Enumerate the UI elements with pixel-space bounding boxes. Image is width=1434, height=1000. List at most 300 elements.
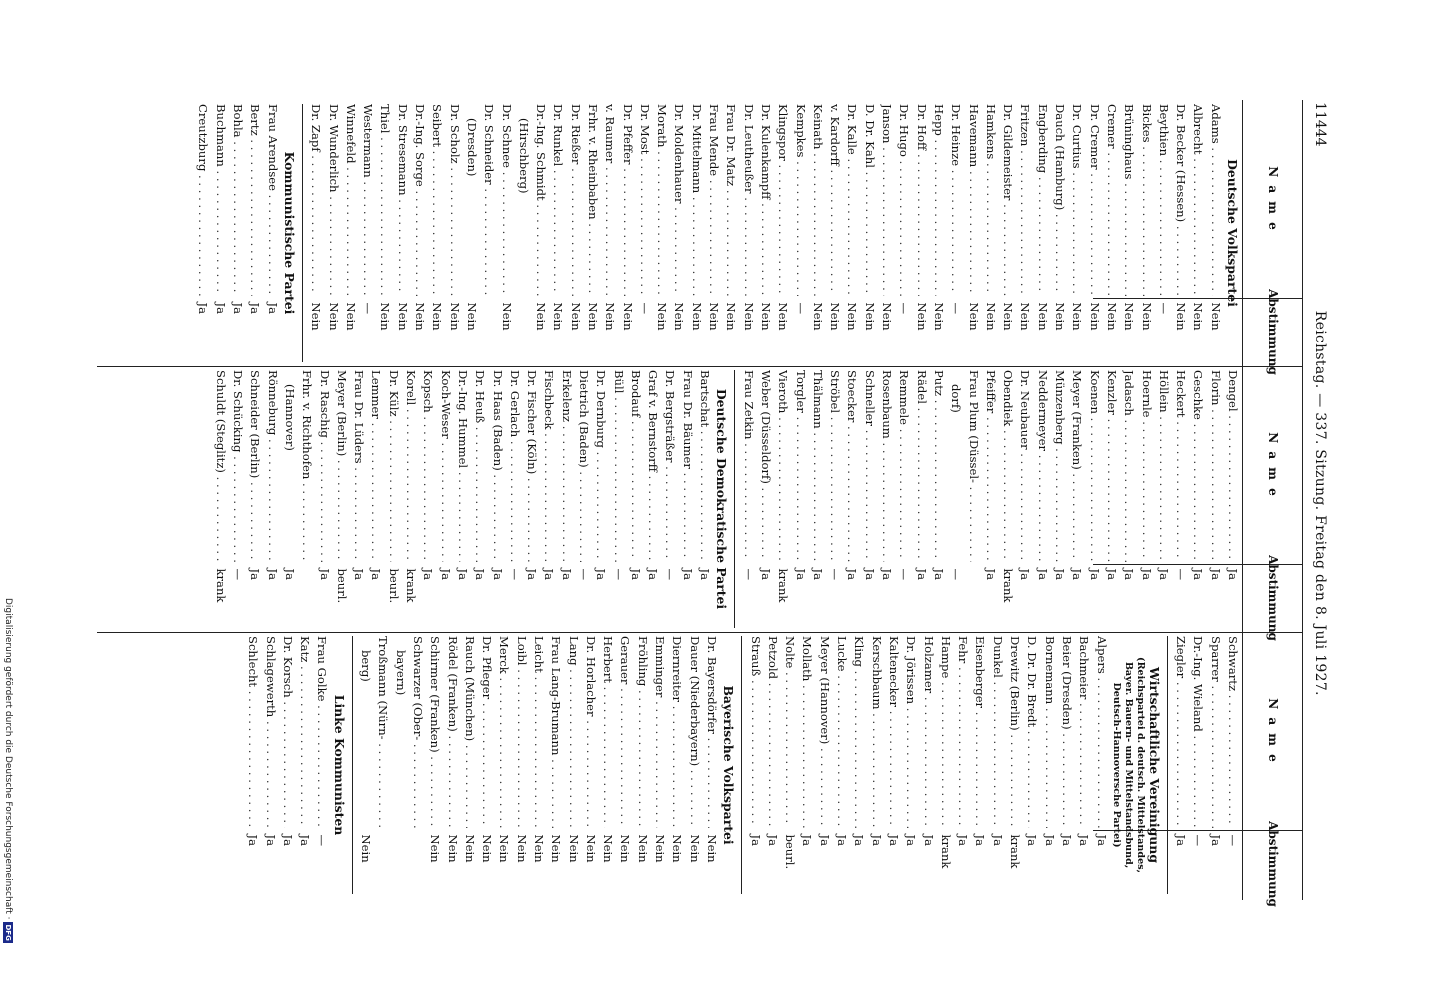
member-name: (Dresden) xyxy=(464,118,479,177)
member-name: bayern) xyxy=(393,650,408,696)
vote-value: Ja xyxy=(973,834,988,847)
vote-value: — xyxy=(793,302,808,315)
member-vote-row xyxy=(463,104,480,362)
member-name: Dr. Schücking . . . xyxy=(229,370,246,562)
member-name: Dr. Horlacher . . . xyxy=(582,636,599,828)
member-vote-row xyxy=(1051,370,1068,628)
vote-value: Ja xyxy=(921,834,936,847)
member-vote-row xyxy=(1224,370,1241,628)
member-name: Frau Dr. Lüders . . . xyxy=(350,370,367,562)
vote-value: Ja xyxy=(931,568,946,581)
vote-value: Ja xyxy=(1208,834,1223,847)
member-vote-row xyxy=(512,636,529,894)
member-vote-row xyxy=(860,370,877,628)
member-name: Sparrer . . . xyxy=(1206,636,1223,828)
member-vote-row xyxy=(1051,104,1068,362)
member-vote-row xyxy=(809,370,826,628)
member-name: Beier (Dresden) . . . xyxy=(1058,636,1075,828)
member-vote-row xyxy=(653,104,670,362)
member-vote-row xyxy=(592,370,609,628)
member-vote-row xyxy=(739,370,756,628)
party-heading: Wirtschaftliche Vereinigung xyxy=(1146,667,1162,863)
member-vote-row xyxy=(670,104,687,362)
vote-value: Nein xyxy=(499,302,514,331)
member-vote-row xyxy=(685,636,702,894)
member-name: Frau Dr. Matz . . . xyxy=(722,104,739,296)
member-name: Leicht . . . xyxy=(530,636,547,828)
party-heading: Bayerische Volkspartei xyxy=(721,685,737,845)
vote-value: Ja xyxy=(1122,568,1137,581)
vote-value: Nein xyxy=(343,302,358,331)
member-vote-row xyxy=(263,104,280,362)
vote-value: Nein xyxy=(514,834,529,863)
vote-value: Ja xyxy=(248,568,263,581)
vote-value: Nein xyxy=(532,834,547,863)
member-vote-row xyxy=(1172,370,1189,628)
member-name: Geschke . . . xyxy=(1189,370,1206,562)
member-name: Dunkel . . . xyxy=(988,636,1005,828)
vote-value: Ja xyxy=(852,834,867,847)
member-vote-row xyxy=(912,370,929,628)
vote-value: Nein xyxy=(672,302,687,331)
vote-value: Nein xyxy=(931,302,946,331)
member-vote-row xyxy=(895,370,912,628)
member-vote-row xyxy=(627,370,644,628)
member-name: Dr. Hugo . . . xyxy=(895,104,912,296)
vote-value: Ja xyxy=(1053,568,1068,581)
member-name: Schuldt (Steglitz) . . . xyxy=(211,370,228,562)
member-name: Kenzler . . . xyxy=(1103,370,1120,562)
vote-value: Nein xyxy=(758,302,773,331)
vote-value: Ja xyxy=(317,568,332,581)
member-name: Ziegler . . . xyxy=(1172,636,1189,828)
member-vote-row xyxy=(1189,636,1206,894)
member-name: v. Kardorff . . . xyxy=(826,104,843,296)
vote-value: Nein xyxy=(707,302,722,331)
member-name: Hepp . . . xyxy=(930,104,947,296)
vote-value: Nein xyxy=(603,302,618,331)
vote-value: krank xyxy=(213,568,228,603)
member-name: Winnefeld . . . xyxy=(342,104,359,296)
member-name: Stoecker . . . xyxy=(843,370,860,562)
member-name: Vieroth . . . xyxy=(774,370,791,562)
member-vote-row xyxy=(478,636,495,894)
member-name: Strauß . . . xyxy=(746,636,763,828)
vote-value xyxy=(391,829,408,895)
vote-value: Nein xyxy=(413,302,428,331)
section-divider xyxy=(741,636,742,894)
member-vote-row xyxy=(1172,636,1189,894)
member-vote-row xyxy=(1103,104,1120,362)
member-vote-row xyxy=(885,636,902,894)
member-name: Hoernle . . . xyxy=(1137,370,1154,562)
vote-value: Nein xyxy=(1035,302,1050,331)
member-name: Bertz . . . xyxy=(246,104,263,296)
vote-column-2 xyxy=(211,370,1241,628)
member-vote-row xyxy=(668,636,685,894)
vote-value: Nein xyxy=(1174,302,1189,331)
member-name: Frau Zetkin . . . xyxy=(739,370,756,562)
member-vote-row xyxy=(549,104,566,362)
vote-value: Ja xyxy=(265,568,280,581)
vote-value: krank xyxy=(1008,834,1023,869)
member-name: Büll . . . xyxy=(609,370,626,562)
member-name: Dauch (Hamburg) . . . xyxy=(1051,104,1068,296)
member-vote-row xyxy=(895,104,912,362)
member-vote-row xyxy=(1120,104,1137,362)
member-name: Graf v. Bernstorff . . . xyxy=(644,370,661,562)
member-name: Hamkens . . . xyxy=(982,104,999,296)
member-vote-row xyxy=(826,104,843,362)
member-name: Frau Arendsee . . . xyxy=(263,104,280,296)
party-subtitle: (Reichspartei d. deutsch. Mittelstandes, xyxy=(1134,657,1146,873)
member-vote-row xyxy=(523,370,540,628)
member-name: Schirmer (Franken) . . . xyxy=(426,636,443,828)
member-name: Koch-Weser . . . xyxy=(436,370,453,562)
vote-value: Ja xyxy=(698,568,713,581)
vote-value: — xyxy=(663,568,678,581)
member-name: Dr.-Ing. Hummel . . . xyxy=(454,370,471,562)
member-vote-row xyxy=(971,636,988,894)
member-name: Meyer (Hannover) . . . xyxy=(815,636,832,828)
vote-value: Ja xyxy=(1191,568,1206,581)
member-name: Rödel (Franken) . . . xyxy=(443,636,460,828)
vote-value xyxy=(298,562,315,628)
member-name: Loibl . . . xyxy=(512,636,529,828)
member-name: Dr. Pfeffer . . . xyxy=(618,104,635,296)
member-vote-row xyxy=(634,636,651,894)
member-name: Havemann . . . xyxy=(964,104,981,296)
vote-value: krank xyxy=(1001,568,1016,603)
member-name: Bohla . . . xyxy=(229,104,246,296)
member-name: Janson . . . xyxy=(878,104,895,296)
member-name: Kerschbaum . . . xyxy=(867,636,884,828)
member-vote-row xyxy=(599,636,616,894)
vote-value: Ja xyxy=(369,568,384,581)
vote-value: Nein xyxy=(1087,302,1102,331)
vote-value: Ja xyxy=(1156,568,1171,581)
member-vote-row xyxy=(296,636,313,894)
member-name: Obendiek . . . xyxy=(999,370,1016,562)
member-vote-row xyxy=(246,104,263,362)
vote-value: Nein xyxy=(309,302,324,331)
member-name: Fischbeck . . . xyxy=(540,370,557,562)
member-vote-row xyxy=(902,636,919,894)
member-name: Thiel . . . xyxy=(376,104,393,296)
member-name: Dr. Scholz . . . xyxy=(445,104,462,296)
member-vote-row xyxy=(391,636,408,894)
member-vote-row xyxy=(739,104,756,362)
vote-value: Ja xyxy=(263,834,278,847)
member-name: Petzold . . . xyxy=(764,636,781,828)
member-name: Dengel . . . xyxy=(1224,370,1241,562)
vote-value: Nein xyxy=(326,302,341,331)
member-name: Weber (Düsseldorf) . . . xyxy=(757,370,774,562)
member-name: Beythien . . . xyxy=(1155,104,1172,296)
member-name: Dr. Jörissen . . . xyxy=(902,636,919,828)
member-name: Kopsch . . . xyxy=(419,370,436,562)
member-name: Seibert . . . xyxy=(428,104,445,296)
member-name: Dr. Fischer (Köln) . . . xyxy=(523,370,540,562)
member-vote-row xyxy=(1068,370,1085,628)
section-divider xyxy=(1167,636,1168,894)
member-vote-row xyxy=(1155,370,1172,628)
member-name: Dr. Haas (Baden) . . . xyxy=(488,370,505,562)
member-name: Dr.-Ing. Sorge . . . xyxy=(411,104,428,296)
member-vote-row xyxy=(1206,104,1223,362)
member-vote-row xyxy=(506,370,523,628)
member-vote-row xyxy=(1172,104,1189,362)
member-name: Gerauer . . . xyxy=(616,636,633,828)
member-name: Morath . . . xyxy=(653,104,670,296)
member-vote-row xyxy=(616,636,633,894)
member-vote-row xyxy=(211,370,228,628)
member-vote-row xyxy=(618,104,635,362)
vote-value: Ja xyxy=(956,834,971,847)
vote-value: Nein xyxy=(689,302,704,331)
member-vote-row xyxy=(428,104,445,362)
column-header-name: N a m e xyxy=(1266,432,1280,498)
vote-value: — xyxy=(1226,834,1240,847)
vote-value: Ja xyxy=(758,568,773,581)
member-vote-row xyxy=(1016,370,1033,628)
member-vote-row xyxy=(261,636,278,894)
member-vote-row xyxy=(651,636,668,894)
member-name: Holzamer . . . xyxy=(919,636,936,828)
vote-value: Ja xyxy=(1208,568,1223,581)
vote-value: Ja xyxy=(298,834,313,847)
vote-value: Ja xyxy=(1035,568,1050,581)
member-name: (Hirschberg) xyxy=(516,118,531,194)
vote-value: Nein xyxy=(914,302,929,331)
member-name: Frau Golke . . . xyxy=(313,636,330,828)
vote-value: Nein xyxy=(378,302,393,331)
member-name: Florin . . . xyxy=(1206,370,1223,562)
member-vote-row xyxy=(584,104,601,362)
member-name: Lang . . . xyxy=(564,636,581,828)
vote-value: Ja xyxy=(1174,834,1189,847)
member-name: Pfeiffer . . . xyxy=(982,370,999,562)
member-vote-row xyxy=(679,370,696,628)
vote-value: Ja xyxy=(213,302,228,315)
vote-value: Ja xyxy=(559,568,574,581)
vote-value: Ja xyxy=(1139,568,1154,581)
member-vote-row xyxy=(443,636,460,894)
member-name: Dr. Kalle . . . xyxy=(843,104,860,296)
member-vote-row xyxy=(826,370,843,628)
vote-value: — xyxy=(1156,302,1171,315)
member-vote-row xyxy=(1137,370,1154,628)
member-name: Dr. Zapf . . . xyxy=(307,104,324,296)
member-name: Creutzburg . . . xyxy=(194,104,211,296)
vote-value: — xyxy=(577,568,592,581)
member-name: Nolte . . . xyxy=(781,636,798,828)
header-rule-top xyxy=(1302,100,1303,900)
member-vote-row xyxy=(333,370,350,628)
member-vote-row xyxy=(798,636,815,894)
member-vote-row xyxy=(445,104,462,362)
member-vote-row xyxy=(791,370,808,628)
member-name: Heckert . . . xyxy=(1172,370,1189,562)
member-vote-row xyxy=(1092,636,1109,894)
vote-value: Ja xyxy=(421,568,436,581)
member-vote-row xyxy=(815,636,832,894)
vote-value: Ja xyxy=(817,834,832,847)
member-vote-row xyxy=(488,370,505,628)
member-name: Lucke . . . xyxy=(833,636,850,828)
vote-value: krank xyxy=(938,834,953,869)
member-name: Cremer . . . xyxy=(1103,104,1120,296)
member-vote-row xyxy=(757,370,774,628)
member-vote-row xyxy=(1075,636,1092,894)
member-name: Rosenbaum . . . xyxy=(878,370,895,562)
vote-value: Nein xyxy=(430,302,445,331)
vote-value xyxy=(480,296,497,362)
member-name: Dr. Raschig . . . xyxy=(315,370,332,562)
member-vote-row xyxy=(1033,104,1050,362)
member-vote-row xyxy=(1224,636,1241,894)
member-name: Schneller . . . xyxy=(860,370,877,562)
member-name: Kempkes . . . xyxy=(791,104,808,296)
member-name: Dr. Neubauer . . . xyxy=(1016,370,1033,562)
member-name: Lemmer . . . xyxy=(367,370,384,562)
member-name: Erkelenz . . . xyxy=(557,370,574,562)
member-name: Adams . . . xyxy=(1206,104,1223,296)
member-name: Fröhling . . . xyxy=(634,636,651,828)
member-name: v. Raumer . . . xyxy=(601,104,618,296)
member-vote-row xyxy=(1023,636,1040,894)
member-vote-row xyxy=(947,104,964,362)
member-vote-row xyxy=(964,104,981,362)
vote-value: Ja xyxy=(810,568,825,581)
member-name: Dr. Runkel . . . xyxy=(549,104,566,296)
member-name: Dr. Rießer . . . xyxy=(566,104,583,296)
vote-value: Nein xyxy=(1191,302,1206,331)
vote-value: Ja xyxy=(765,834,780,847)
member-name: Brodauf . . . xyxy=(627,370,644,562)
member-vote-row xyxy=(636,104,653,362)
vote-value: Ja xyxy=(1042,834,1057,847)
member-vote-row xyxy=(954,636,971,894)
member-vote-row xyxy=(833,636,850,894)
member-name: Schlagewerth . . . xyxy=(261,636,278,828)
vote-value: Nein xyxy=(445,834,460,863)
member-name: Keinath . . . xyxy=(809,104,826,296)
section-divider xyxy=(352,636,353,894)
vote-value: Nein xyxy=(776,302,791,331)
member-name: Dr. Gildemeister . . . xyxy=(999,104,1016,296)
section-divider xyxy=(302,104,303,362)
vote-value: — xyxy=(897,568,912,581)
vote-value: Nein xyxy=(566,834,581,863)
vote-value: krank xyxy=(776,568,791,603)
member-name: Schwarzer (Ober- . . . xyxy=(409,636,426,828)
vote-value: Ja xyxy=(490,568,505,581)
vote-value: Ja xyxy=(196,302,211,315)
vote-value: Nein xyxy=(1018,302,1033,331)
member-name: Dr. Wunderlich . . . xyxy=(324,104,341,296)
member-vote-row xyxy=(964,370,981,628)
member-name: Merck . . . xyxy=(495,636,512,828)
member-vote-row xyxy=(244,636,261,894)
vote-value: — xyxy=(611,568,626,581)
member-vote-row xyxy=(409,636,426,894)
member-name: Kling . . . xyxy=(850,636,867,828)
member-name: Thälmann . . . xyxy=(809,370,826,562)
member-name: Bartschat . . . xyxy=(696,370,713,562)
member-vote-row xyxy=(480,104,497,362)
member-name: Frau Mende . . . xyxy=(705,104,722,296)
member-vote-row xyxy=(1033,370,1050,628)
vote-value: — xyxy=(828,568,843,581)
member-name: Putz . . . xyxy=(930,370,947,562)
digitization-credit xyxy=(0,598,16,998)
member-name: (Hannover) xyxy=(282,384,297,451)
member-name: Neddermeyer . . . xyxy=(1033,370,1050,562)
member-vote-row xyxy=(609,370,626,628)
vote-value xyxy=(409,828,426,894)
vote-value: Ja xyxy=(352,568,367,581)
member-name: berg) xyxy=(359,650,374,682)
member-vote-row xyxy=(843,104,860,362)
member-vote-row xyxy=(566,104,583,362)
vote-value: — xyxy=(949,302,964,315)
member-vote-row xyxy=(313,636,330,894)
vote-value: Ja xyxy=(1104,568,1119,581)
vote-value: Ja xyxy=(248,302,263,315)
member-vote-row xyxy=(1068,104,1085,362)
member-vote-row xyxy=(515,104,532,362)
member-vote-row xyxy=(930,370,947,628)
column-header-vote: Abstimmung xyxy=(1266,555,1280,641)
vote-value: Nein xyxy=(724,302,739,331)
member-vote-row xyxy=(229,104,246,362)
vote-value: Nein xyxy=(655,302,670,331)
member-name: D. Dr. Kahl . . . xyxy=(860,104,877,296)
member-name: Dr. Schneider . . . xyxy=(480,104,497,296)
page-number: 11444 xyxy=(1312,102,1328,147)
member-vote-row xyxy=(298,370,315,628)
member-name: Torgler . . . xyxy=(791,370,808,562)
vote-value: Ja xyxy=(835,834,850,847)
member-vote-row xyxy=(564,636,581,894)
member-name: dorf) xyxy=(949,384,964,413)
member-name: Dr. Mittelmann . . . xyxy=(688,104,705,296)
member-vote-row xyxy=(1103,370,1120,628)
vote-value: Nein xyxy=(966,302,981,331)
section-divider xyxy=(734,370,735,628)
party-heading: Deutsche Volkspartei xyxy=(1225,159,1240,307)
party-heading: Deutsche Demokratische Partei xyxy=(714,388,730,610)
member-name: Dr. Pfleger . . . xyxy=(478,636,495,828)
vote-value: Nein xyxy=(1053,302,1068,331)
member-vote-row xyxy=(703,636,720,894)
member-name: Bornemann . . . xyxy=(1040,636,1057,828)
member-vote-row xyxy=(1016,104,1033,362)
column-header-name: N a m e xyxy=(1266,698,1280,764)
member-vote-row xyxy=(367,370,384,628)
member-vote-row xyxy=(357,636,374,894)
member-name: Bickes . . . xyxy=(1137,104,1154,296)
member-name: Meyer (Berlin) . . . xyxy=(333,370,350,562)
vote-value: — xyxy=(741,568,756,581)
member-vote-row xyxy=(1189,370,1206,628)
member-vote-row xyxy=(919,636,936,894)
member-vote-row xyxy=(411,104,428,362)
member-vote-row xyxy=(582,636,599,894)
page-header xyxy=(1303,100,1337,900)
vote-value: Ja xyxy=(800,834,815,847)
